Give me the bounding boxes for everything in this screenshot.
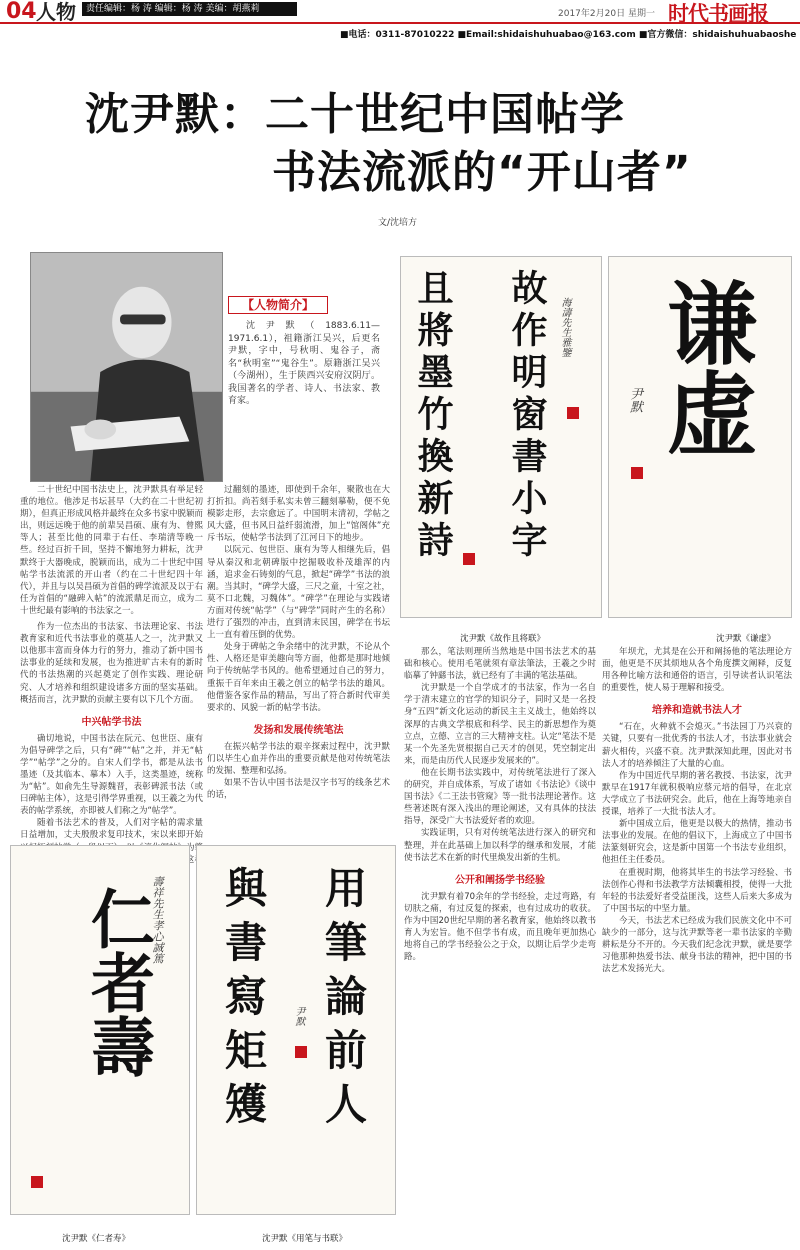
calligraphy-text: 故作明窗書小字	[506, 269, 548, 563]
calligraphy-text: 谦虚	[651, 277, 757, 457]
paragraph: “石在，火种就不会熄灭。”书法园丁乃兴衰的关键，只要有一批优秀的书法人才，书法事业就会薪火相传，兴盛不衰。沈尹默深知此理，因此对书法人才的培养倾注了大量的心血。	[602, 722, 792, 769]
paragraph: 新中国成立后，他更是以极大的热情，推动书法事业的发展。在他的倡议下，上海成立了中国书法篆刻研究会，这是新中国第一个书法专业组织，他担任主任委员。	[602, 819, 792, 866]
paragraph: 随着书法艺术的普及，人们对字帖的需求量日益增加，丈夫殷殷求复印技术，宋以来即开始 为 这	[20, 818, 203, 865]
body-column-3	[404, 646, 596, 1238]
paragraph: 年坝尤，尤其是在公开和阐扬他的笔法理论方面，他更是不厌其烦地从各个角度撰文阐释，反复用各种比喻方法和通俗的语言，引导读者认识笔法的重要性，使人易于理解和接受。	[602, 647, 792, 694]
paragraph: 过翻刻的墨迹，即使到千余年，聚散也在大打折扣。尚若刻手私实未曾三翻刻摹勒，便不免模影走形，去宗愈远了。中国明末清初，学帖之风大盛，但书风日益纤弱流滑，加上“馆阁体”充斥书坛，使帖学书法到了江河日下的地步。	[207, 485, 390, 544]
calligraphy-text: 仁者壽	[80, 886, 155, 1078]
section-name: 人物	[36, 0, 76, 24]
seal-stamp	[31, 1176, 43, 1188]
seal-stamp	[631, 467, 643, 479]
paragraph: 以阮元、包世臣、康有为等人相继先后，倡导从秦汉和北朝碑版中挖掘吸收朴茂雄浑的内涵，追求金石铸刻的气息，掀起“碑学”书法的浪潮。当其时，“碑学大盛，三尺之童，十室之社，莫不口北魏，习魏体”。“碑学”在理论与实践诸方面对传统“帖学”（与“碑学”同时产生的名称）进行了强烈的冲击，直到清末民国，碑学在书坛上一直有着压倒的优势。	[207, 545, 390, 641]
paragraph: 在振兴帖学书法的艰辛探索过程中，沈尹默们以毕生心血并作出的重要贡献是他对传统笔法的发掘、整理和弘扬。	[207, 741, 390, 776]
paragraph: 沈尹默是一个自学成才的书法家，作为一名自学于清末建立的官学的知识分子，同时又是一名投身“五四”新文化运动的新民主主义战士，他始终以深厚的古典文学根底和科学、民主的新思想作为奠立点，立德、立言的三大精神支柱。认定“笔法不是某一个先圣先贤根据自己天才的创见，凭空制定出来，而是由历代人民逐步发展来的”。	[404, 683, 596, 766]
artwork-caption: 沈尹默《仁者寿》	[62, 1234, 131, 1244]
seal-stamp	[295, 1046, 307, 1058]
article-title-line2: 书法流派的“开山者”	[272, 147, 692, 198]
portrait-photo	[30, 252, 223, 482]
body-column-4	[602, 646, 792, 1238]
paragraph: 作为一位杰出的书法家、书法理论家、书法教育家和近代书法事业的奠基人之一，沈尹默又以他那丰富而身体力行的努力，推动了新中国书法事业的延续和发展，也为推进旷古未有的新时代的书法热潮的兴起奠定了创作实践、理论研究、人才培养和组织建设诸多方面的坚实基础。概括而言，沈尹默的贡献主要有以下几个方面。	[20, 622, 203, 705]
artwork-caption: 沈尹默《用笔与书联》	[262, 1234, 348, 1244]
body-column-2	[207, 484, 390, 836]
paragraph: 今天，书法艺术已经成为我们民族文化中不可缺少的一部分，这与沈尹默等老一辈书法家的辛勤耕耘是分不开的。今天我们纪念沈尹默，就是要学习他那种热爱书法、献身书法的精神，把中国的书法艺术发扬光大。	[602, 915, 792, 975]
paragraph: 在重视时期，他将其毕生的书法学习经验、书法创作心得和书法教学方法倾囊相授，使得一大批年轻的书法爱好者受益匪浅，这些人后来大多成为了中国书坛的中坚力量。	[602, 867, 792, 914]
article-title-line1: 沈尹默：二十世纪中国帖学	[85, 89, 625, 140]
paragraph: 作为中国近代早期的著名教授、书法家，沈尹默早在1917年就积极响应蔡元培的倡导，在北京大学成立了书法研究会。此后，他在上海等地亲自授课，培养了一大批书法人才。	[602, 770, 792, 818]
issue-date: 2017年2月20日 星期一	[558, 9, 655, 19]
profile-text: 沈尹默（1883.6.11—1971.6.1），祖籍浙江吴兴，后更名尹默，字中，号秋明、鬼谷子，斋名“秋明室”“鬼谷生”。原籍浙江吴兴（今湖州），生于陕西兴安府汉阴厅。我国著名的学者、诗人、书法家、教育家。	[228, 321, 380, 406]
subheading: 培养和造就书法人才	[652, 705, 742, 717]
paragraph: 那么，笔法则理所当然地是中国书法艺术的基础和核心。使用毛笔就须有章法筆法，王羲之少时临摹了钟繇书法，就已经有了丰满的笔法基础。	[404, 647, 596, 682]
artwork-couplet-panel	[400, 256, 602, 618]
paragraph: 二十世纪中国书法史上，沈尹默具有举足轻重的地位。他涉足书坛甚早（大约在二十世纪初期），但真正形成风格并最终在众多书家中脱颖而出，则远远晚于他的前辈吴昌硕、康有为、曾熙等人；甚至比他的同辈于右任、李瑞清等晚一些。经过百折千回，坚持不懈地努力耕耘，沈尹默终于大器晚成，脱颖而出，成为二十世纪中国帖学书法流派的开山者（约在二十世纪四十年代），并且与以吴昌硕为首倡的碑学流派及以于右任为首倡的“融碑入帖”的流派鼎足而立，成为二十世纪最有影响的书法家之一。	[20, 485, 203, 616]
inscription: 尹默	[627, 387, 642, 413]
subheading: 中兴帖学书法	[81, 716, 142, 728]
seal-stamp	[463, 553, 475, 565]
editors-credit: 责任编辑：杨 涛 编辑：杨 涛 美编：胡燕莉	[82, 2, 297, 16]
paragraph: 他在长期书法实践中，对传统笔法进行了深入的研究，并自成体系，写成了诸如《书法论》《谈中国书法》《二王法书管窥》等一批书法理论著作。这些著述既有深入浅出的理论阐述，又有具体的技法指导，深受广大书法爱好者的欢迎。	[404, 767, 596, 827]
masthead-logo: 时代书画报	[668, 1, 768, 26]
inscription: 尹默	[293, 1006, 304, 1026]
calligraphy-text: 且將墨竹換新詩	[412, 269, 454, 563]
contact-info: ■电话：0311-87010222 ■Email:shidaishuhuabao@163.com ■官方微信：shidaishuhuabaoshe	[340, 30, 797, 40]
seal-stamp	[567, 407, 579, 419]
paragraph: 实践证明，只有对传统笔法进行深入的研究和整理，并在此基础上加以科学的继承和发展，才能使书法艺术在新的时代里焕发出新的生机。	[404, 828, 596, 863]
page-number: 04	[6, 0, 37, 24]
artwork-caption: 沈尹默《谦虚》	[716, 634, 776, 644]
paragraph: 如果不告认中国书法是汉字书写的线条艺术的话，	[207, 778, 390, 801]
profile-heading: 【人物简介】	[228, 296, 328, 314]
subheading: 发扬和发展传统笔法	[253, 724, 344, 736]
subheading: 公开和阐扬学书经验	[455, 874, 545, 886]
paragraph: 沈尹默有着70余年的学书经验，走过弯路，有切肤之痛，有过反复的探索，也有过成功的收获。作为中国20世纪早期的著名教育家，他始终以教书育人为宏旨。他不但学书有成，而且晚年更加热心地将自己的学书经验公之于众，以期让后学少走弯路。	[404, 891, 596, 963]
artwork-renzheshou-panel	[10, 845, 190, 1215]
body-column-1	[20, 484, 203, 865]
paragraph: 处身于碑帖之争余绪中的沈尹默，不论从个性、人格还是审美趣向等方面，他都是那时地倾向于传统帖学书风的。他希望通过自己的努力，重振千百年来由王羲之创立的帖学书法的雄风。他借鉴各家作品的精品，写出了符合新时代审美要求的、风貌一新的帖学书法。	[207, 642, 390, 713]
artwork-couplet2-panel	[196, 845, 396, 1215]
byline: 文/沈培方	[378, 218, 418, 228]
inscription: 壽祥先生孝心誠篤	[151, 876, 164, 964]
artwork-qianxu-panel	[608, 256, 792, 618]
inscription: 海濤先生雅鑒	[559, 297, 570, 357]
calligraphy-text: 與書寫矩矱	[219, 866, 268, 1136]
profile-box	[228, 258, 380, 448]
paragraph: 确切地说，中国书法在阮元、包世臣、康有为倡导碑学之后，只有“碑”“帖”之并，并无“帖学”“帖学”之分的。自宋人们学书，都是从法书墨迹（及其临本、摹本）入手，这类墨迹，统称为“帖”。如俞先生导源魏晋，表彰碑派书法（或曰碑帖主体），这是引得学界重视，以王羲之为代表的帖学系统，亦即被人们称之为“帖学”。	[20, 733, 203, 817]
artwork-caption: 沈尹默《故作且将联》	[460, 634, 546, 644]
calligraphy-text: 用筆論前人	[319, 866, 368, 1136]
